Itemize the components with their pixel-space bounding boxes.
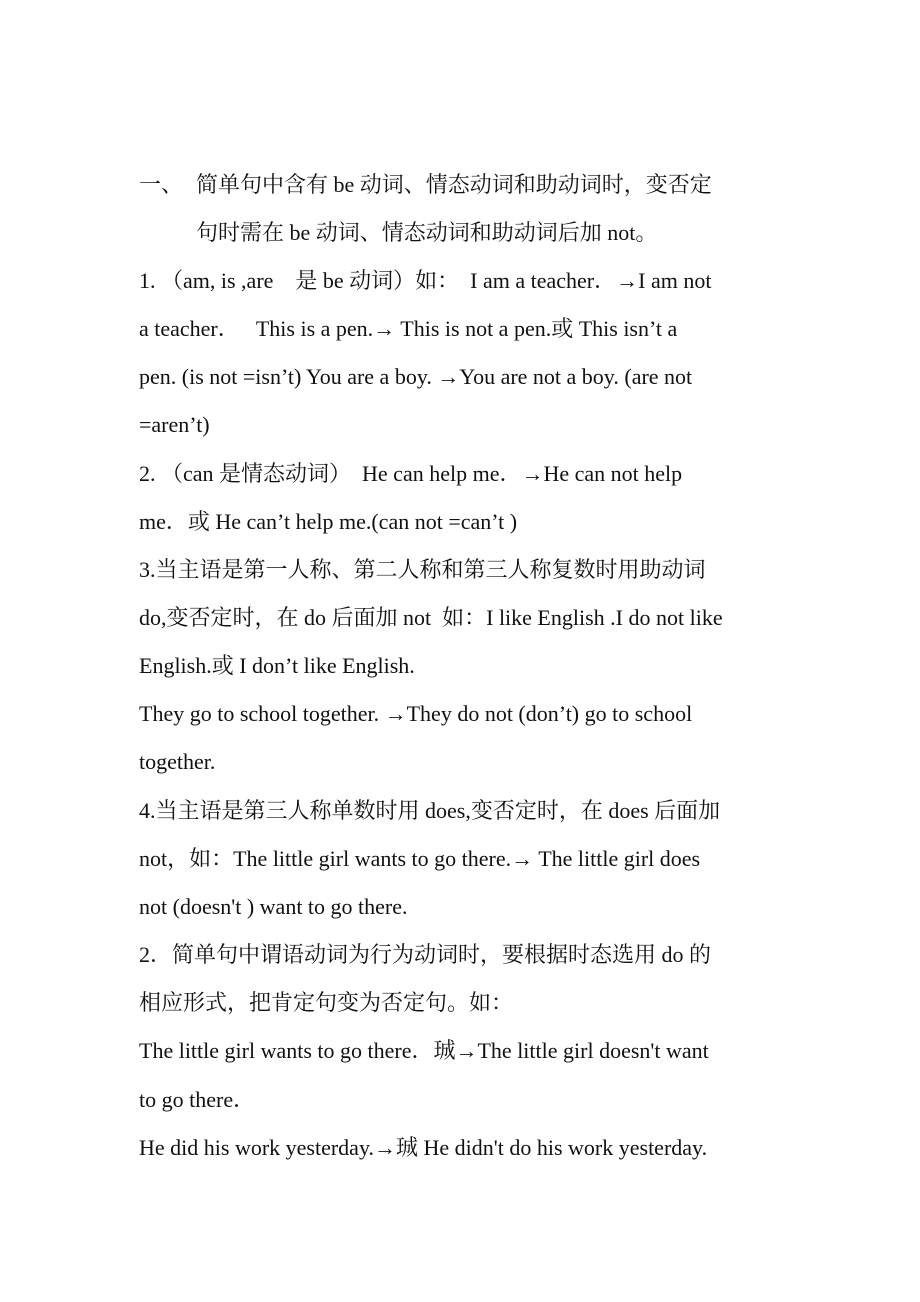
paragraph-line: a teacher． This is a pen.→ This is not a pen.或 This isn’t a: [139, 316, 678, 341]
section-1-number: 一、: [139, 172, 184, 197]
paragraph-line: 2．简单句中谓语动词为行为动词时，要根据时态选用 do 的: [139, 942, 712, 967]
paragraph-line: to go there．: [139, 1087, 256, 1112]
paragraph-line: =aren’t): [139, 412, 210, 437]
paragraph-line: do,变否定时，在 do 后面加 not 如：I like English .I do not like: [139, 605, 723, 630]
section-1-line-2: 句时需在 be 动词、情态动词和助动词后加 not。: [196, 220, 658, 245]
paragraph-line: 1. （am, is ,are 是 be 动词）如： I am a teacher．→I am not: [139, 268, 712, 293]
paragraph-line: 4.当主语是第三人称单数时用 does,变否定时，在 does 后面加: [139, 798, 721, 823]
paragraph-line: The little girl wants to go there．珹→The little girl doesn't want: [139, 1038, 709, 1063]
paragraph-line: 2. （can 是情态动词） He can help me．→He can not help: [139, 461, 683, 486]
paragraph-line: 相应形式，把肯定句变为否定句。如：: [139, 990, 514, 1015]
paragraph-line: together.: [139, 749, 216, 774]
paragraph-line: not (doesn't ) want to go there.: [139, 894, 408, 919]
section-1-line-1: 简单句中含有 be 动词、情态动词和助动词时，变否定: [196, 172, 712, 197]
paragraph-line: He did his work yesterday.→珹 He didn't do his work yesterday.: [139, 1135, 708, 1160]
paragraph-line: They go to school together. →They do not (don’t) go to school: [139, 701, 693, 726]
paragraph-line: not，如：The little girl wants to go there.→ The little girl does: [139, 846, 701, 871]
paragraph-line: 3.当主语是第一人称、第二人称和第三人称复数时用助动词: [139, 557, 706, 582]
paragraph-line: pen. (is not =isn’t) You are a boy. →You are not a boy. (are not: [139, 364, 693, 389]
paragraph-line: me．或 He can’t help me.(can not =can’t ): [139, 509, 518, 534]
paragraph-line: English.或 I don’t like English.: [139, 653, 415, 678]
